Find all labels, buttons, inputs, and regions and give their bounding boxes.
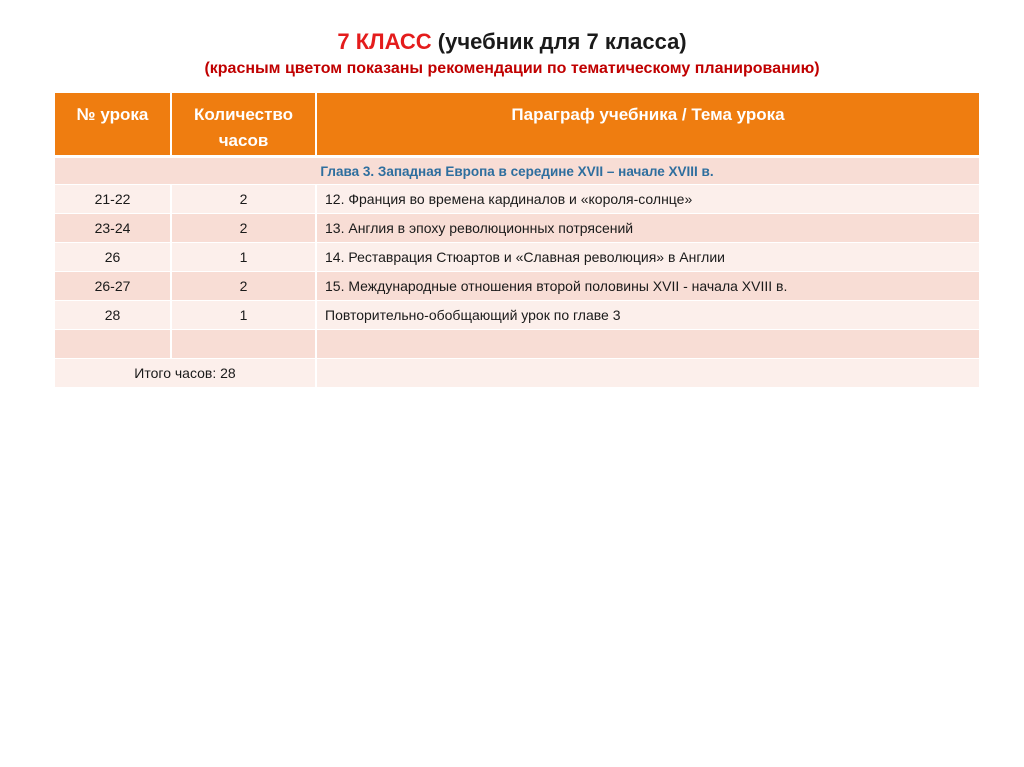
topic-cell: 12. Франция во времена кардиналов и «короля-солнце» [316, 185, 979, 214]
lesson-number-cell: 26-27 [55, 272, 171, 301]
header-hours: Количество часов [171, 93, 316, 157]
header-topic: Параграф учебника / Тема урока [316, 93, 979, 157]
total-row [55, 359, 979, 388]
table-row-empty [55, 330, 979, 359]
total-hours-label: Итого часов: 28 [55, 359, 316, 388]
lesson-number-cell: 23-24 [55, 214, 171, 243]
hours-cell: 2 [171, 185, 316, 214]
hours-cell: 2 [171, 272, 316, 301]
table-header-row [55, 93, 979, 157]
hours-cell: 2 [171, 214, 316, 243]
slide-title [0, 27, 1024, 57]
table-row [55, 272, 979, 301]
topic-cell [316, 330, 979, 359]
hours-cell: 1 [171, 243, 316, 272]
lesson-plan-table [55, 93, 979, 388]
slide-subtitle: (красным цветом показаны рекомендации по тематическому планированию) [204, 60, 820, 77]
header-lesson-number: № урока [55, 93, 171, 157]
hours-cell [171, 330, 316, 359]
lesson-number-cell: 26 [55, 243, 171, 272]
title-class: 7 КЛАСС [337, 29, 432, 54]
table-row [55, 243, 979, 272]
table-row [55, 301, 979, 330]
total-empty-cell [316, 359, 979, 388]
title-textbook: (учебник для 7 класса) [431, 29, 687, 54]
chapter-row [55, 157, 979, 185]
chapter-title: Глава 3. Западная Европа в середине XVII – начале XVIII в. [55, 157, 979, 185]
table-row [55, 214, 979, 243]
topic-cell: 13. Англия в эпоху революционных потрясений [316, 214, 979, 243]
topic-cell: 15. Международные отношения второй половины XVII - начала XVIII в. [316, 272, 979, 301]
hours-cell: 1 [171, 301, 316, 330]
table-row [55, 185, 979, 214]
lesson-number-cell: 28 [55, 301, 171, 330]
topic-cell: 14. Реставрация Стюартов и «Славная революция» в Англии [316, 243, 979, 272]
topic-cell: Повторительно-обобщающий урок по главе 3 [316, 301, 979, 330]
lesson-number-cell: 21-22 [55, 185, 171, 214]
lesson-number-cell [55, 330, 171, 359]
